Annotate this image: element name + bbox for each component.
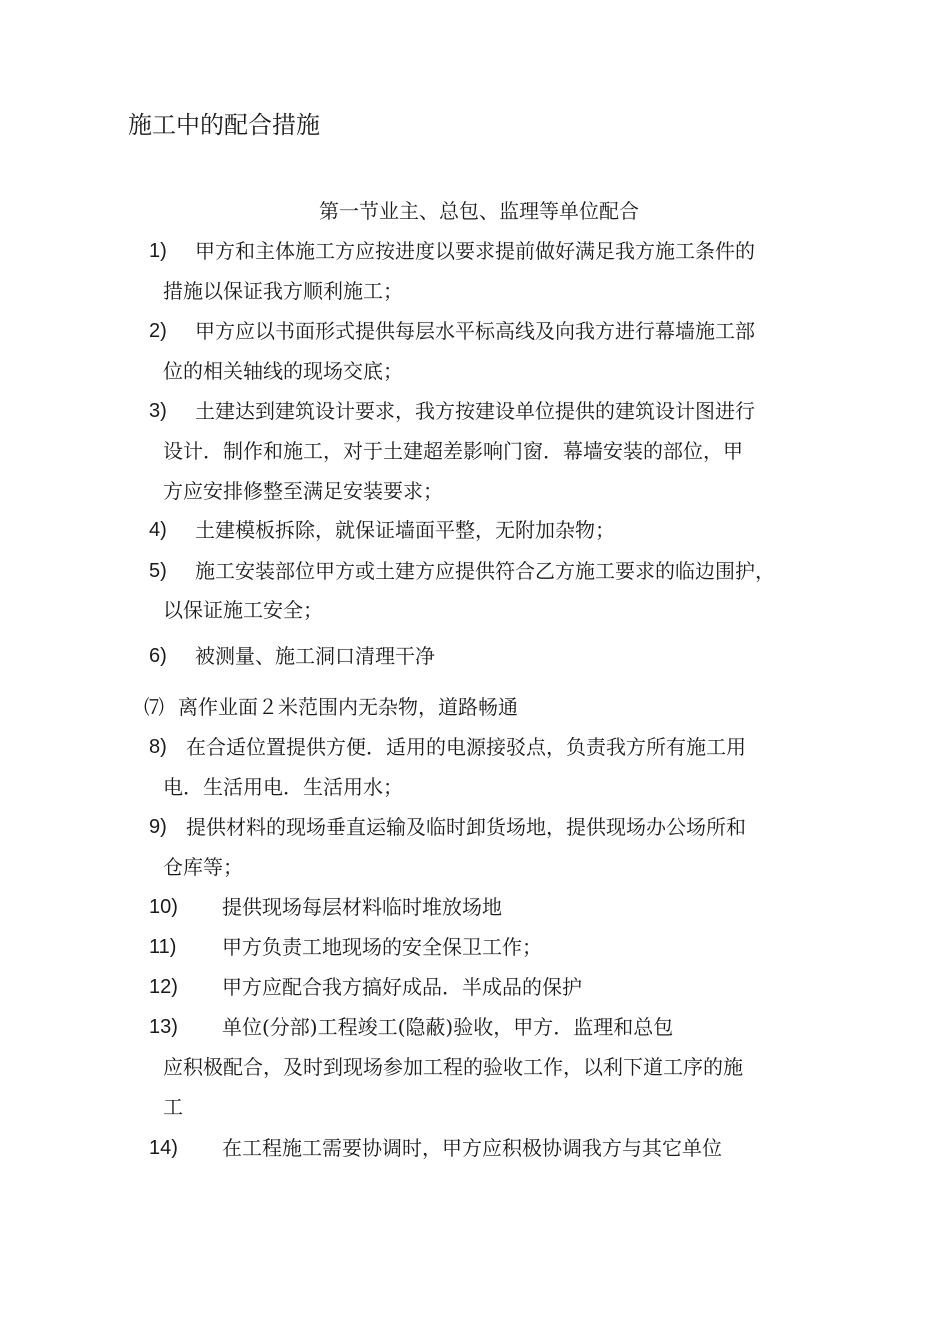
item-text-line: 电．生活用电．生活用水； [163,775,403,799]
item-number: 14) [149,1137,178,1159]
item-text-line: 离作业面２米范围内无杂物，道路畅通 [178,695,518,719]
item-number: 13) [149,1016,178,1038]
item-number: 2) [149,320,167,342]
item-text-line: 甲方负责工地现场的安全保卫工作； [222,935,542,959]
item-text-line: 土建达到建筑设计要求，我方按建设单位提供的建筑设计图进行 [195,399,755,423]
item-text-line: 应积极配合，及时到现场参加工程的验收工作，以利下道工序的施 [163,1055,743,1079]
item-text-line: 提供现场每层材料临时堆放场地 [222,895,502,919]
item-text-line: 在工程施工需要协调时，甲方应积极协调我方与其它单位 [222,1136,722,1160]
item-number: 5) [149,560,167,582]
item-text-line: 方应安排修整至满足安装要求； [163,479,443,503]
item-number: ⑺ [144,695,164,719]
item-text-line: 工 [163,1095,183,1119]
item-number: 11) [149,936,177,958]
item-number: 12) [149,976,178,998]
item-number: 3) [149,400,167,422]
item-text-line: 甲方应配合我方搞好成品．半成品的保护 [222,975,582,999]
item-text-line: 以保证施工安全； [163,598,323,622]
item-text-line: 被测量、施工洞口清理干净 [195,644,435,668]
item-number: 1) [149,240,167,262]
item-text-line: 措施以保证我方顺利施工； [163,279,403,303]
item-number: 4) [149,519,167,541]
item-text-line: 在合适位置提供方便．适用的电源接驳点，负责我方所有施工用 [186,735,746,759]
item-text-line: 土建模板拆除，就保证墙面平整，无附加杂物； [195,518,615,542]
item-text-line: 提供材料的现场垂直运输及临时卸货场地，提供现场办公场所和 [186,815,746,839]
item-text-line: 位的相关轴线的现场交底； [163,359,403,383]
section-heading: 第一节业主、总包、监理等单位配合 [319,199,639,223]
item-text-line: 设计．制作和施工，对于土建超差影响门窗．幕墙安装的部位，甲 [163,439,743,463]
item-number: 6) [149,645,167,667]
item-number: 8) [149,736,167,758]
item-number: 9) [149,816,167,838]
item-text-line: 施工安装部位甲方或土建方应提供符合乙方施工要求的临边围护， [195,559,775,583]
item-text-line: 仓库等； [163,855,243,879]
item-text-line: 甲方应以书面形式提供每层水平标高线及向我方进行幕墙施工部 [195,319,755,343]
document-title: 施工中的配合措施 [128,111,320,139]
item-text-line: 甲方和主体施工方应按进度以要求提前做好满足我方施工条件的 [195,239,755,263]
item-text-line: 单位(分部)工程竣工(隐蔽)验收，甲方．监理和总包 [222,1015,674,1039]
item-number: 10) [149,896,178,918]
